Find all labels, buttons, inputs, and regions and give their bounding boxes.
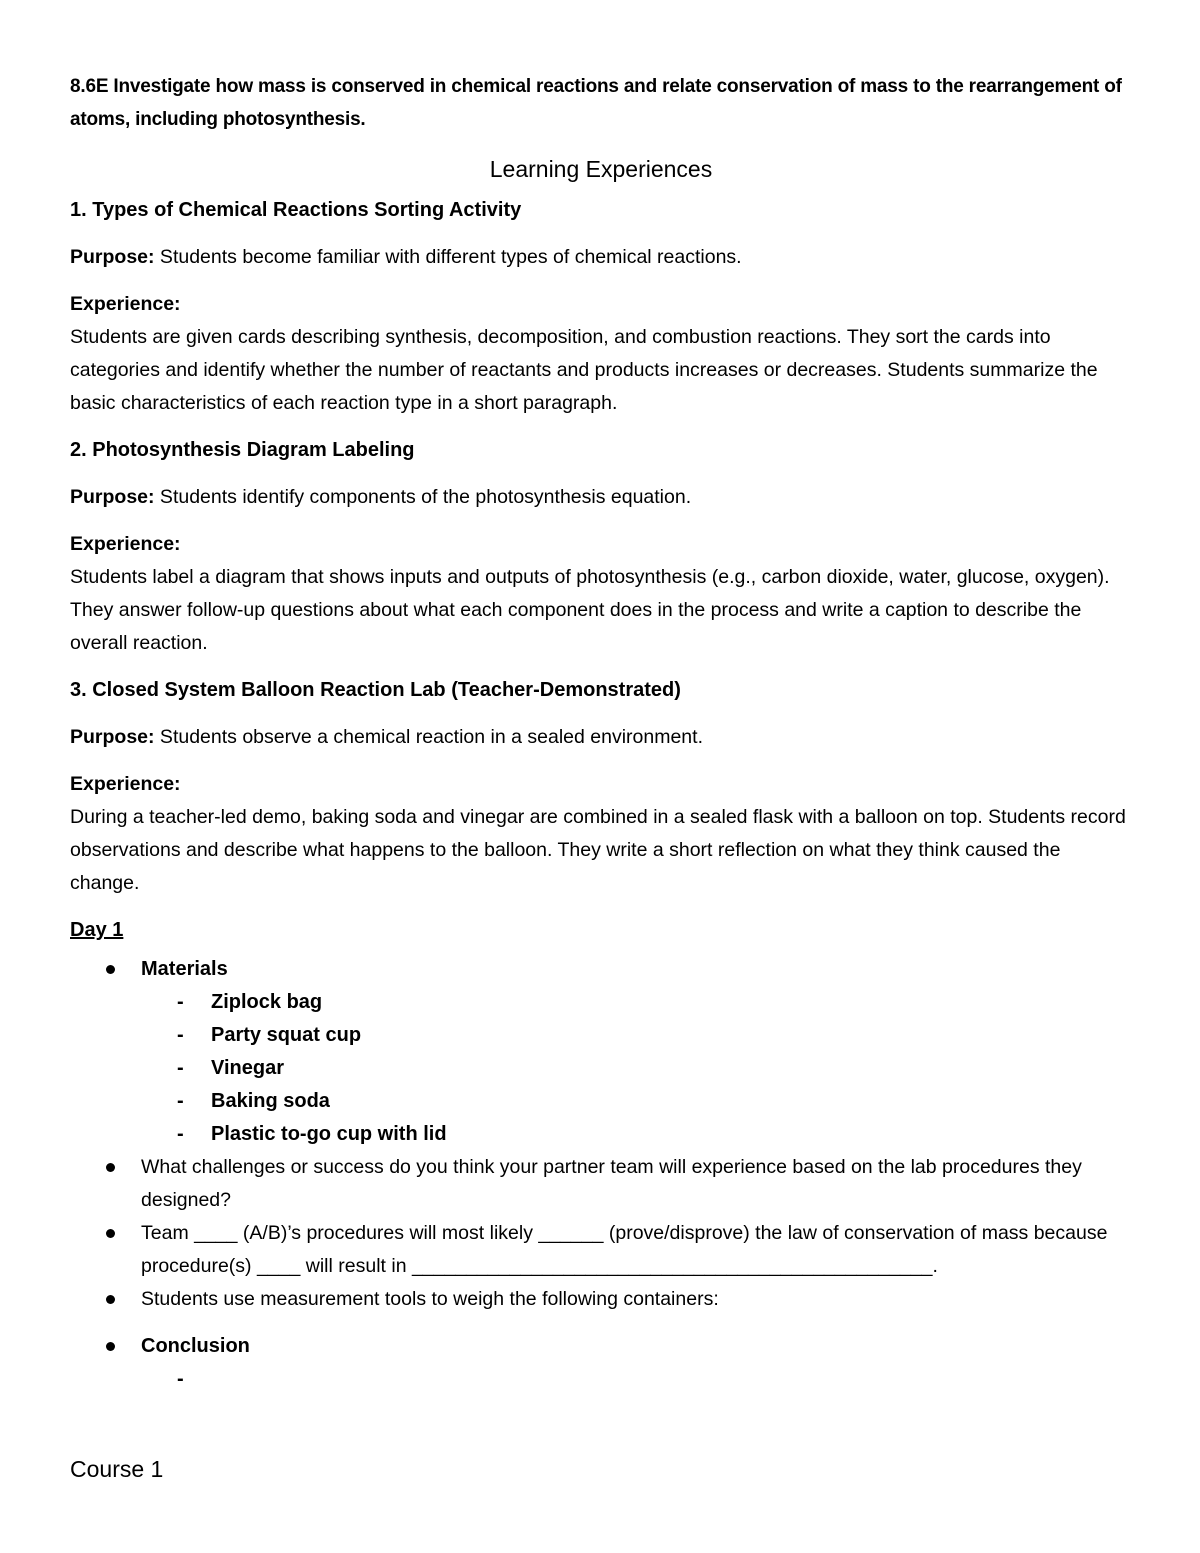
bullet-icon bbox=[106, 1163, 115, 1172]
question-text: Team ____ (A/B)’s procedures will most likely ______ (prove/disprove) the law of conservation of mass because procedure(s) ____ will result in ________________________________________________. bbox=[141, 1222, 1108, 1277]
dash-icon: - bbox=[177, 1090, 184, 1112]
experience-label: Experience: bbox=[70, 533, 181, 555]
bullet-icon bbox=[106, 1295, 115, 1304]
page-footer: Course 1 bbox=[70, 1456, 164, 1482]
experience-heading: 3. Closed System Balloon Reaction Lab (Teacher-Demonstrated) bbox=[70, 679, 681, 701]
bullet-icon bbox=[106, 1342, 115, 1351]
material-item: - Ziplock bag bbox=[141, 986, 1132, 1019]
standard-text: 8.6E Investigate how mass is conserved in chemical reactions and relate conservation of mass to the rearrangement of atoms, including photosynthesis. bbox=[70, 76, 1122, 130]
experience-heading: 2. Photosynthesis Diagram Labeling bbox=[70, 439, 415, 461]
bullet-icon bbox=[106, 1229, 115, 1238]
day-label: Day 1 bbox=[70, 919, 124, 941]
conclusion-label: Conclusion bbox=[141, 1335, 250, 1357]
question-text: What challenges or success do you think your partner team will experience based on the lab procedures they designed? bbox=[141, 1156, 1082, 1211]
purpose-label: Purpose: bbox=[70, 246, 155, 268]
section-title: Learning Experiences bbox=[489, 156, 713, 182]
experience-text: Students are given cards describing synthesis, decomposition, and combustion reactions. They sort the cards into categories and identify whether the number of reactants and products increases or decreases. Students summarize the basic characteristics of each reaction type in a short paragraph. bbox=[70, 326, 1098, 414]
purpose-text: Students become familiar with different types of chemical reactions. bbox=[154, 246, 742, 268]
list-item bbox=[70, 1283, 1132, 1316]
experience-label: Experience: bbox=[70, 773, 181, 795]
list-item bbox=[70, 1330, 1132, 1390]
list-item bbox=[70, 1151, 1132, 1217]
list-item bbox=[70, 1217, 1132, 1283]
material-item: - Vinegar bbox=[141, 1052, 1132, 1085]
purpose-line bbox=[70, 481, 1132, 514]
materials-label: Materials bbox=[141, 958, 228, 980]
purpose-label: Purpose: bbox=[70, 486, 155, 508]
bullet-icon bbox=[106, 965, 115, 974]
experience-1 bbox=[70, 194, 1132, 420]
dash-icon: - bbox=[177, 991, 184, 1013]
purpose-line bbox=[70, 721, 1132, 754]
experience-heading: 1. Types of Chemical Reactions Sorting Activity bbox=[70, 199, 522, 221]
material-item: - Party squat cup bbox=[141, 1019, 1132, 1052]
material-item: - Plastic to-go cup with lid bbox=[141, 1118, 1132, 1151]
experience-2 bbox=[70, 434, 1132, 660]
materials-list bbox=[141, 986, 1132, 1151]
dash-icon: - bbox=[177, 1123, 184, 1145]
experience-text: During a teacher-led demo, baking soda and vinegar are combined in a sealed flask with a balloon on top. Students record observations and describe what happens to the balloon. They write a short reflection on what they think caused the change. bbox=[70, 806, 1126, 894]
dash-icon: - bbox=[177, 1024, 184, 1046]
purpose-label: Purpose: bbox=[70, 726, 155, 748]
purpose-line bbox=[70, 241, 1132, 274]
experience-3 bbox=[70, 674, 1132, 900]
question-text: Students use measurement tools to weigh the following containers: bbox=[141, 1288, 719, 1310]
experience-text: Students label a diagram that shows inputs and outputs of photosynthesis (e.g., carbon dioxide, water, glucose, oxygen). They answer follow-up questions about what each component does in the process and write a caption to describe the overall reaction. bbox=[70, 566, 1110, 654]
experience-label: Experience: bbox=[70, 293, 181, 315]
material-item: - Baking soda bbox=[141, 1085, 1132, 1118]
dash-icon: - bbox=[177, 1057, 184, 1079]
document-page bbox=[70, 70, 1132, 1390]
dash-icon: - bbox=[177, 1368, 184, 1390]
list-item bbox=[70, 953, 1132, 1151]
purpose-text: Students identify components of the photosynthesis equation. bbox=[154, 486, 692, 508]
day-bullet-list bbox=[70, 953, 1132, 1390]
purpose-text: Students observe a chemical reaction in a sealed environment. bbox=[154, 726, 703, 748]
